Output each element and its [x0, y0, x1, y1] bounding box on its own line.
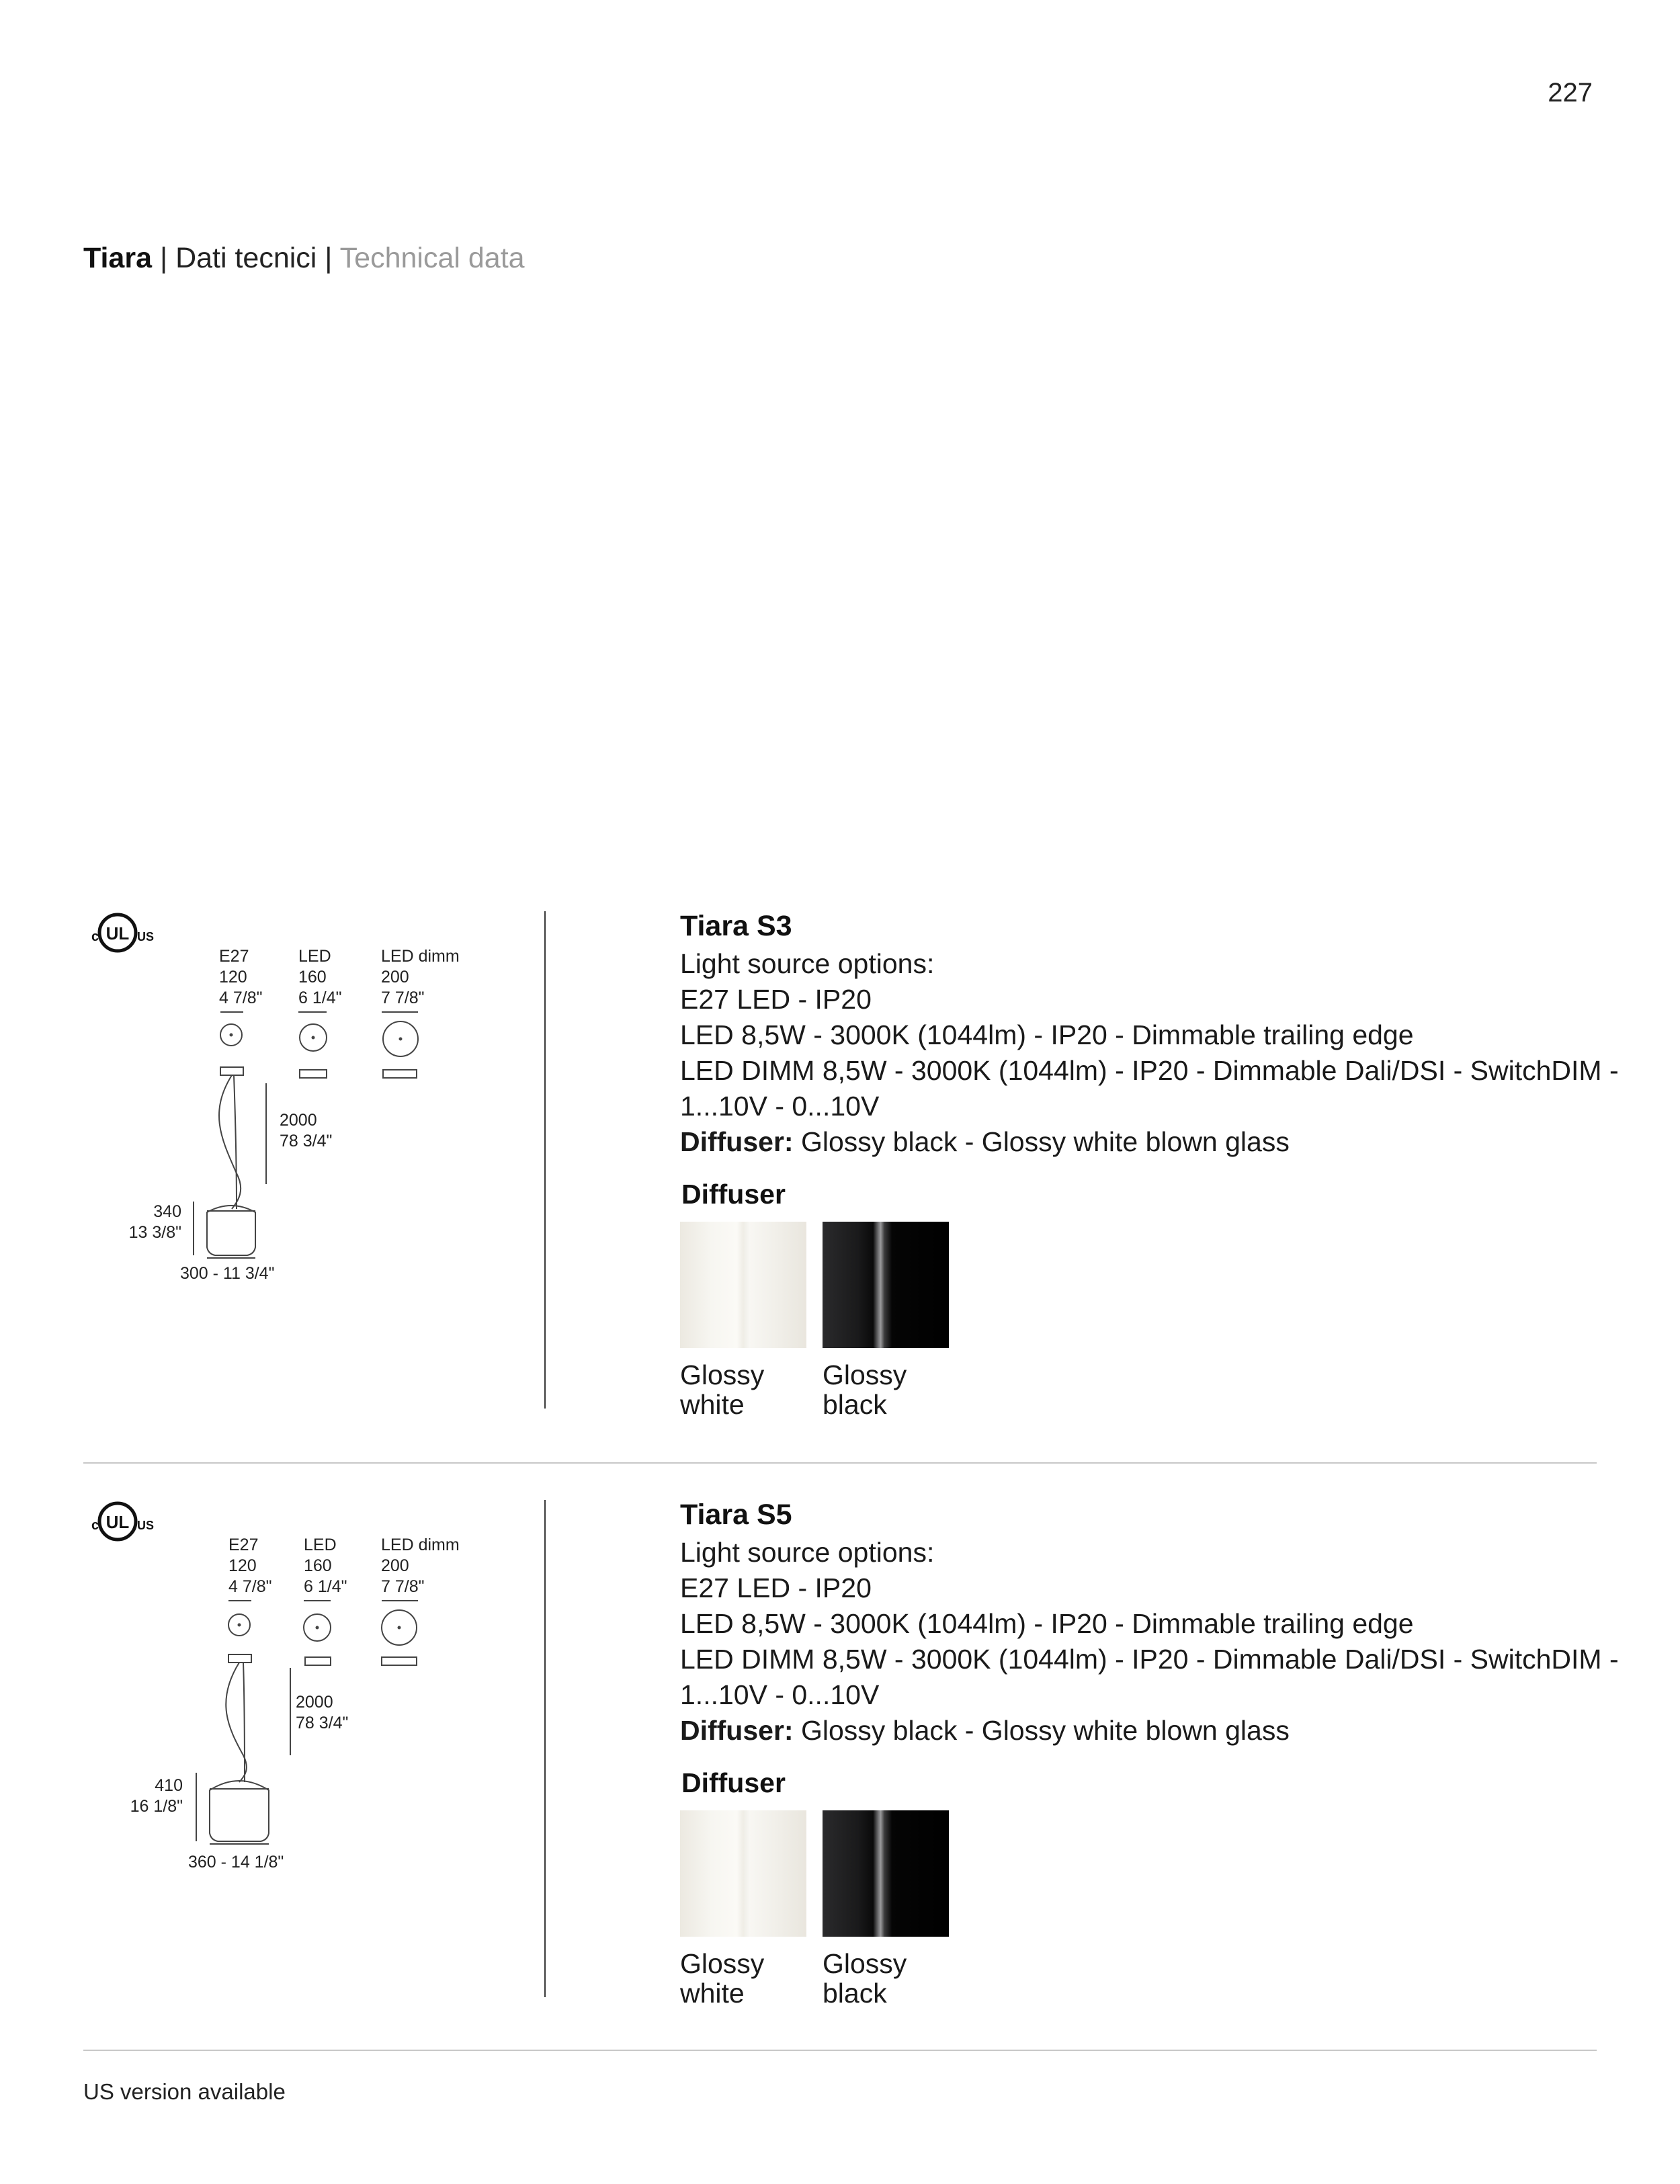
swatch-label-white: Glossy white	[680, 1359, 765, 1420]
footer-divider	[83, 2050, 1597, 2051]
technical-drawing-s5	[101, 1500, 504, 1876]
diffuser-spec-label: Diffuser:	[680, 1715, 794, 1746]
width-label: 300 - 11 3/4"	[180, 1264, 275, 1283]
cable-length-label: 2000 78 3/4"	[280, 1111, 333, 1150]
swatch-glossy-white	[680, 1810, 806, 1937]
technical-drawing-s3	[101, 911, 504, 1288]
section-divider-vertical	[544, 1500, 546, 1997]
footer-note: US version available	[83, 2079, 286, 2104]
svg-text:US: US	[137, 1519, 155, 1532]
svg-text:US: US	[137, 930, 155, 943]
spec-line: LED 8,5W - 3000K (1044lm) - IP20 - Dimmable trailing edge	[680, 1019, 1414, 1050]
spec-col-led-dimm: LED dimm 200 7 7/8"	[381, 947, 460, 1007]
page-number: 227	[1548, 78, 1593, 108]
spec-line: E27 LED - IP20	[680, 984, 872, 1015]
diffuser-spec-label: Diffuser:	[680, 1126, 794, 1157]
spec-line: LED DIMM 8,5W - 3000K (1044lm) - IP20 - Dimmable Dali/DSI - SwitchDIM -	[680, 1055, 1619, 1086]
swatch-label-black: Glossy black	[823, 1359, 907, 1420]
width-label: 360 - 14 1/8"	[188, 1853, 284, 1872]
spec-line: Light source options:	[680, 1537, 935, 1568]
diffuser-spec	[680, 1124, 1619, 1160]
spec-line: E27 LED - IP20	[680, 1572, 872, 1603]
product-title: Tiara S3	[680, 910, 792, 942]
spec-list	[680, 1535, 1619, 1749]
diffuser-heading: Diffuser	[681, 1767, 786, 1798]
svg-text:UL: UL	[106, 1512, 130, 1532]
page-title	[83, 242, 525, 275]
diffuser-heading: Diffuser	[681, 1179, 786, 1210]
section-divider	[83, 1462, 1597, 1464]
product-section-s3	[0, 911, 1680, 1449]
swatch-glossy-white	[680, 1222, 806, 1348]
cable-length-label: 2000 78 3/4"	[296, 1693, 349, 1732]
swatch-glossy-black	[823, 1222, 949, 1348]
diffuser-spec	[680, 1713, 1619, 1749]
svg-text:c: c	[91, 929, 99, 944]
spec-col-led: LED 160 6 1/4"	[304, 1536, 347, 1596]
svg-text:c: c	[91, 1518, 99, 1533]
spec-line: Light source options:	[680, 948, 935, 979]
spec-line: 1...10V - 0...10V	[680, 1091, 880, 1122]
swatch-label-black: Glossy black	[823, 1948, 907, 2009]
product-section-s5	[0, 1500, 1680, 2038]
title-separator: | Dati tecnici |	[152, 242, 340, 274]
spec-line: LED 8,5W - 3000K (1044lm) - IP20 - Dimmable trailing edge	[680, 1608, 1414, 1639]
swatch-glossy-black	[823, 1810, 949, 1937]
height-label: 340 13 3/8"	[128, 1202, 181, 1242]
spec-line: 1...10V - 0...10V	[680, 1679, 880, 1710]
spec-col-e27: E27 120 4 7/8"	[219, 947, 263, 1007]
spec-line: LED DIMM 8,5W - 3000K (1044lm) - IP20 - Dimmable Dali/DSI - SwitchDIM -	[680, 1644, 1619, 1675]
swatch-label-white: Glossy white	[680, 1948, 765, 2009]
diffuser-spec-value: Glossy black - Glossy white blown glass	[793, 1126, 1290, 1157]
diffuser-spec-value: Glossy black - Glossy white blown glass	[793, 1715, 1290, 1746]
spec-col-e27: E27 120 4 7/8"	[228, 1536, 272, 1596]
title-subtitle: Technical data	[339, 242, 525, 274]
spec-col-led: LED 160 6 1/4"	[298, 947, 342, 1007]
spec-col-led-dimm: LED dimm 200 7 7/8"	[381, 1536, 460, 1596]
spec-list	[680, 946, 1619, 1160]
svg-text:UL: UL	[106, 923, 130, 943]
height-label: 410 16 1/8"	[130, 1776, 183, 1816]
product-title: Tiara S5	[680, 1499, 792, 1531]
title-product: Tiara	[83, 242, 152, 274]
section-divider-vertical	[544, 911, 546, 1409]
